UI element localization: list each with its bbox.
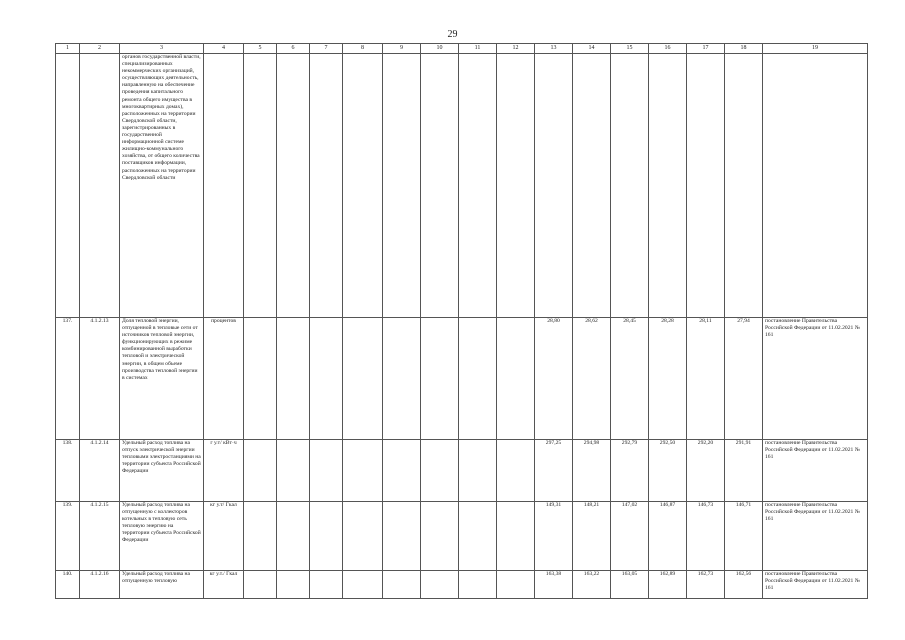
- table-cell: [421, 54, 459, 318]
- table-cell: [310, 318, 343, 440]
- table-cell: [244, 318, 277, 440]
- value-cell: 294,98: [573, 440, 611, 502]
- table-cell: [343, 440, 383, 502]
- col-number-11: 11: [459, 44, 497, 54]
- table-cell: [383, 318, 421, 440]
- table-cell: [244, 440, 277, 502]
- col-number-7: 7: [310, 44, 343, 54]
- col-number-10: 10: [421, 44, 459, 54]
- table-cell: [343, 318, 383, 440]
- value-cell: 28,62: [573, 318, 611, 440]
- table-cell: [277, 440, 310, 502]
- table-cell: [763, 54, 868, 318]
- table-cell: [611, 54, 649, 318]
- row-number: 138.: [56, 440, 80, 502]
- table-cell: [459, 502, 497, 571]
- indicator-name: Доля тепловой энергии, отпущенной в тепловые сети от источников тепловой энергии, функционирующих в режиме комбинированной выработки тепловой и электрической энергии, в общем объеме производства тепловой энергии в системах: [120, 318, 204, 440]
- value-cell: 146,87: [649, 502, 687, 571]
- page-number: 29: [447, 29, 458, 40]
- table-cell: [310, 54, 343, 318]
- value-cell: 163,05: [611, 571, 649, 599]
- table-cell: [497, 571, 535, 599]
- table-cell: [383, 440, 421, 502]
- table-cell: [383, 54, 421, 318]
- table-cell: [573, 54, 611, 318]
- source-document: постановление Правительства Российской Федерации от 11.02.2021 № 161: [763, 571, 868, 599]
- value-cell: 292,20: [687, 440, 725, 502]
- source-document: постановление Правительства Российской Федерации от 11.02.2021 № 161: [763, 318, 868, 440]
- source-document: постановление Правительства Российской Федерации от 11.02.2021 № 161: [763, 502, 868, 571]
- col-number-8: 8: [343, 44, 383, 54]
- table-cell: [421, 318, 459, 440]
- col-number-3: 3: [120, 44, 204, 54]
- table-cell: [244, 54, 277, 318]
- indicators-table: [55, 43, 868, 599]
- row-number: 137.: [56, 318, 80, 440]
- value-cell: 28,80: [535, 318, 573, 440]
- table-cell: [497, 502, 535, 571]
- col-number-6: 6: [277, 44, 310, 54]
- source-document: постановление Правительства Российской Федерации от 11.02.2021 № 161: [763, 440, 868, 502]
- table-cell: [459, 571, 497, 599]
- col-number-14: 14: [573, 44, 611, 54]
- indicator-name: Удельный расход топлива на отпущенную с коллекторов котельных в тепловую сеть тепловую энергию на территории субъекта Российской Федерации: [120, 502, 204, 571]
- value-cell: 292,50: [649, 440, 687, 502]
- column-number-row: [56, 44, 868, 54]
- value-cell: 162,56: [725, 571, 763, 599]
- row-number: 140.: [56, 571, 80, 599]
- col-number-4: 4: [204, 44, 244, 54]
- indicator-code: 4.1.2.13: [80, 318, 120, 440]
- indicator-code: 4.1.2.14: [80, 440, 120, 502]
- table-cell: [725, 54, 763, 318]
- table-cell: [244, 502, 277, 571]
- table-cell: [56, 54, 80, 318]
- col-number-9: 9: [383, 44, 421, 54]
- unit-of-measure: кг у.т/ Гкал: [204, 502, 244, 571]
- table-cell: [421, 571, 459, 599]
- unit-of-measure: процентов: [204, 318, 244, 440]
- table-cell: [310, 502, 343, 571]
- table-cell: [459, 318, 497, 440]
- col-number-15: 15: [611, 44, 649, 54]
- value-cell: 291,91: [725, 440, 763, 502]
- table-cell: [277, 502, 310, 571]
- table-cell: [310, 440, 343, 502]
- table-cell: [277, 318, 310, 440]
- col-number-12: 12: [497, 44, 535, 54]
- table-row: [56, 571, 868, 599]
- table-cell: [277, 571, 310, 599]
- indicator-name: Удельный расход топлива на отпущенную тепловую: [120, 571, 204, 599]
- table-row: [56, 440, 868, 502]
- table-cell: [244, 571, 277, 599]
- unit-of-measure: кг у.т./ Гкал: [204, 571, 244, 599]
- col-number-1: 1: [56, 44, 80, 54]
- table-cell: [497, 54, 535, 318]
- value-cell: 149,31: [535, 502, 573, 571]
- value-cell: 162,89: [649, 571, 687, 599]
- unit-of-measure: г у.т/ кВт·ч: [204, 440, 244, 502]
- value-cell: 162,73: [687, 571, 725, 599]
- indicator-name: Удельный расход топлива на отпуск электрической энергии тепловыми электростанциями на территории субъекта Российской Федерации: [120, 440, 204, 502]
- value-cell: 292,79: [611, 440, 649, 502]
- table-cell: [535, 54, 573, 318]
- indicator-name-continued: органов государственной власти, специализированных некоммерческих организаций, осуществляющих деятельность, направленную на обеспечение проведения капитального ремонта общего имущества в многоквартирных домах), расположенных на территории Свердловской области, зарегистрированных в государственной информационной системе жилищно-коммунального хозяйства, от общего количества поставщиков информации, расположенных на территории Свердловской области: [120, 54, 204, 318]
- table-cell: [497, 318, 535, 440]
- value-cell: 163,22: [573, 571, 611, 599]
- col-number-18: 18: [725, 44, 763, 54]
- table-cell: [687, 54, 725, 318]
- table-cell: [459, 440, 497, 502]
- indicator-code: 4.1.2.15: [80, 502, 120, 571]
- value-cell: 146,73: [687, 502, 725, 571]
- table-cell: [80, 54, 120, 318]
- value-cell: 146,71: [725, 502, 763, 571]
- table-cell: [421, 502, 459, 571]
- table-cell: [421, 440, 459, 502]
- table-cell: [204, 54, 244, 318]
- col-number-5: 5: [244, 44, 277, 54]
- col-number-19: 19: [763, 44, 868, 54]
- value-cell: 28,45: [611, 318, 649, 440]
- table-cell: [310, 571, 343, 599]
- col-number-13: 13: [535, 44, 573, 54]
- table-cell: [497, 440, 535, 502]
- indicator-code: 4.1.2.16: [80, 571, 120, 599]
- table-row: [56, 318, 868, 440]
- table-cell: [383, 571, 421, 599]
- value-cell: 147,02: [611, 502, 649, 571]
- value-cell: 27,94: [725, 318, 763, 440]
- value-cell: 297,25: [535, 440, 573, 502]
- table-row: [56, 502, 868, 571]
- col-number-17: 17: [687, 44, 725, 54]
- value-cell: 28,11: [687, 318, 725, 440]
- table-cell: [343, 571, 383, 599]
- col-number-2: 2: [80, 44, 120, 54]
- table-cell: [459, 54, 497, 318]
- value-cell: 28,28: [649, 318, 687, 440]
- row-number: 139.: [56, 502, 80, 571]
- table-cell: [343, 502, 383, 571]
- table-cell: [277, 54, 310, 318]
- value-cell: 148,21: [573, 502, 611, 571]
- table-row-continuation: [56, 54, 868, 318]
- value-cell: 163,38: [535, 571, 573, 599]
- table-cell: [383, 502, 421, 571]
- table-cell: [649, 54, 687, 318]
- col-number-16: 16: [649, 44, 687, 54]
- table-cell: [343, 54, 383, 318]
